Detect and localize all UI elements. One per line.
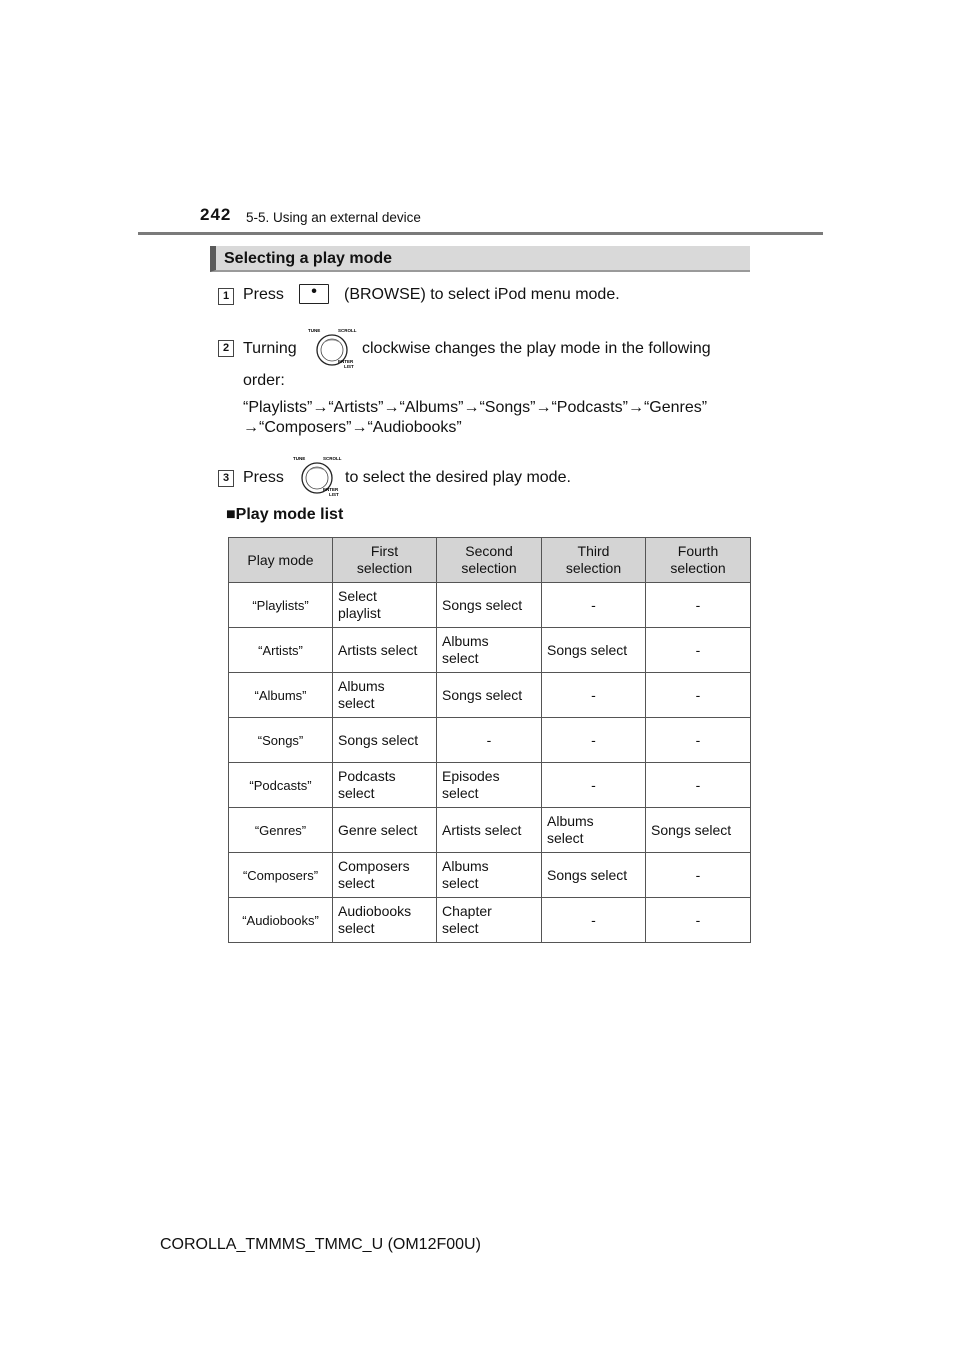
play-mode-cell [229,628,333,673]
play-mode-cell [229,763,333,808]
selection-cell [646,718,751,763]
cell-text: select [442,785,479,801]
cell-text: “Songs” [257,732,304,748]
cell-text: select [547,830,584,846]
column-header [646,538,751,583]
play-mode-order-line2: →“Composers”→“Audiobooks” [243,419,462,436]
column-header [333,538,437,583]
selection-cell [542,763,646,808]
header-line: selection [670,560,726,576]
step-2-text-line2: order: [243,372,285,389]
cell-text: Genre select [338,821,418,838]
cell-text: - [591,731,596,748]
step-3-text: to select the desired play mode. [345,469,571,486]
selection-cell [542,628,646,673]
cell-text: select [442,875,479,891]
cell-text: Albums [547,813,594,829]
cell-text: - [695,731,701,748]
cell-text: Songs select [338,731,419,748]
selection-cell [333,628,437,673]
cell-text: - [591,911,596,928]
selection-cell [333,808,437,853]
cell-text: Albums [442,858,489,874]
knob-tune-label: TUNE [308,328,321,333]
selection-cell [333,718,437,763]
table-row [229,718,751,763]
cell-text: Songs select [651,821,732,838]
tune-scroll-knob-icon [304,326,364,370]
table-row [229,673,751,718]
header-line: Second [465,543,513,559]
cell-text: Composers [338,858,410,874]
selection-cell [646,583,751,628]
cell-text: “Genres” [254,822,307,838]
header-rule [138,232,823,235]
cell-text: - [591,776,596,793]
cell-text: Songs select [442,596,523,613]
cell-text: “Artists” [258,642,303,658]
cell-text: Songs select [547,641,628,658]
cell-text: - [695,866,701,883]
cell-text: “Audiobooks” [242,912,319,928]
browse-button-icon: • [299,284,329,304]
cell-text: select [338,875,375,891]
column-header [542,538,646,583]
header-line: selection [356,560,413,576]
selection-cell [333,583,437,628]
knob-2-enter-label: ENTER [323,487,339,492]
cell-text: Albums [442,633,489,649]
selection-cell [542,898,646,943]
header-line: selection [565,560,622,576]
cell-text: Chapter [442,903,492,919]
selection-cell [646,673,751,718]
knob-2-scroll-label: SCROLL [323,456,342,461]
table-header-row [229,538,751,583]
play-mode-cell [229,853,333,898]
cell-text: - [695,686,701,703]
play-mode-cell [229,718,333,763]
play-mode-cell [229,673,333,718]
cell-text: - [591,596,596,613]
page-number: 242 [200,205,232,224]
column-header [437,538,542,583]
cell-text: Select [338,588,377,604]
play-mode-cell [229,808,333,853]
selection-cell [646,898,751,943]
knob-scroll-label: SCROLL [338,328,357,333]
selection-cell [437,673,542,718]
cell-text: - [591,686,596,703]
cell-text: Podcasts [338,768,396,784]
cell-text: Artists select [338,641,418,658]
cell-text: Audiobooks [338,903,412,919]
selection-cell [542,808,646,853]
column-header [229,538,333,583]
selection-cell [437,583,542,628]
table-row [229,808,751,853]
table-row [229,628,751,673]
knob-list-label: LIST [344,364,354,369]
selection-cell [646,763,751,808]
cell-text: playlist [338,605,381,621]
knob-2-list-label: LIST [329,492,339,497]
knob-enter-label: ENTER [338,359,354,364]
play-mode-table [228,537,751,943]
header-line: Third [577,543,610,559]
knob-2-tune-label: TUNE [293,456,306,461]
selection-cell [437,808,542,853]
table-row [229,853,751,898]
selection-cell [437,628,542,673]
selection-cell [333,898,437,943]
section-title: 5-5. Using an external device [246,210,421,225]
selection-cell [646,808,751,853]
square-bullet-icon: ■ [226,506,236,523]
selection-cell [646,853,751,898]
step-1-press-text: Press [243,286,284,303]
step-2-text: clockwise changes the play mode in the following [362,340,711,357]
cell-text: Albums [338,678,385,694]
table-row [229,583,751,628]
cell-text: “Playlists” [252,597,309,613]
tune-scroll-knob-icon-2 [289,454,349,498]
selection-cell [333,673,437,718]
cell-text: - [695,911,701,928]
footer-model-code: COROLLA_TMMMS_TMMC_U (OM12F00U) [160,1236,481,1253]
play-mode-list-label: Play mode list [235,506,344,523]
section-heading: Selecting a play mode [210,246,750,272]
cell-text: Songs select [547,866,628,883]
play-mode-cell [229,898,333,943]
cell-text: - [695,641,701,658]
cell-text: Episodes [442,768,500,784]
selection-cell [542,718,646,763]
header-line: Fourth [677,543,719,559]
cell-text: “Albums” [254,687,307,703]
cell-text: - [695,596,701,613]
selection-cell [437,763,542,808]
play-mode-list-heading [226,506,343,524]
header-line: First [370,543,399,559]
selection-cell [333,763,437,808]
cell-text: “Composers” [242,867,319,883]
selection-cell [646,628,751,673]
selection-cell [437,898,542,943]
cell-text: select [338,785,375,801]
step-1-number: 1 [218,288,234,305]
selection-cell [542,583,646,628]
cell-text: Songs select [442,686,523,703]
step-3-number: 3 [218,470,234,487]
cell-text: Artists select [442,821,522,838]
cell-text: select [338,920,375,936]
cell-text: select [442,920,479,936]
header-line: Play mode [247,551,314,568]
selection-cell [542,673,646,718]
selection-cell [542,853,646,898]
table-body [229,583,751,943]
cell-text: select [338,695,375,711]
step-3-press-text: Press [243,469,284,486]
cell-text: select [442,650,479,666]
step-1-text: (BROWSE) to select iPod menu mode. [344,286,620,303]
step-2-number: 2 [218,340,234,357]
cell-text: - [486,731,492,748]
selection-cell [333,853,437,898]
step-2-turning-text: Turning [243,340,297,357]
table-row [229,898,751,943]
play-mode-cell [229,583,333,628]
cell-text: - [695,776,701,793]
table-row [229,763,751,808]
selection-cell [437,853,542,898]
header-line: selection [461,560,517,576]
cell-text: “Podcasts” [249,777,312,793]
selection-cell [437,718,542,763]
play-mode-order-line1: “Playlists”→“Artists”→“Albums”→“Songs”→“Podcasts”→“Genres” [243,399,708,416]
